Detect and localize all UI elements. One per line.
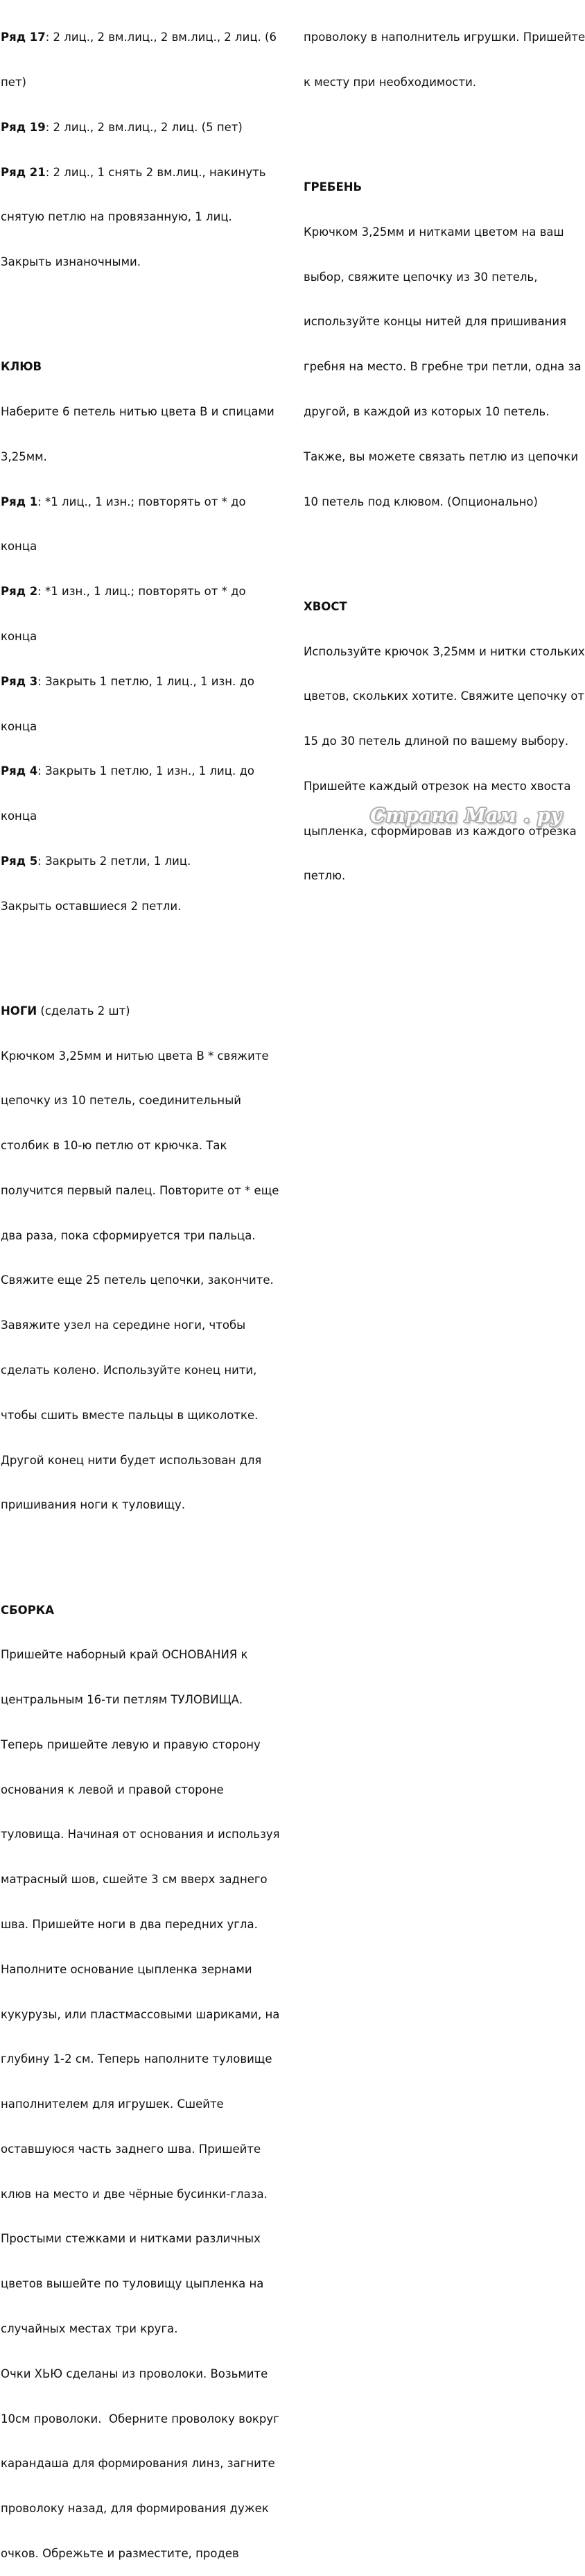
text-line: цветов вышейте по туловищу цыпленка на [1, 2277, 264, 2291]
text-line: основания к левой и правой стороне [1, 1783, 224, 1796]
text-line: Закрыть изнаночными. [1, 255, 141, 269]
section-heading-comb: ГРЕБЕНЬ [304, 180, 363, 194]
beak-row-5: Ряд 5: Закрыть 2 петли, 1 лиц. [1, 854, 191, 868]
row-label: Ряд 21 [1, 165, 46, 179]
text-line: матрасный шов, сшейте 3 см вверх заднего [1, 1873, 268, 1887]
beak-row-3: Ряд 3: Закрыть 1 петлю, 1 лиц., 1 изн. до [1, 674, 255, 688]
text-line: петлю. [304, 869, 346, 883]
text-line: гребня на место. В гребне три петли, одна за [304, 360, 582, 374]
text-line: центральным 16-ти петлям ТУЛОВИЩА. [1, 1693, 243, 1707]
row-17-line: Ряд 17: 2 лиц., 2 вм.лиц., 2 вм.лиц., 2 лиц. (6 [1, 31, 277, 44]
text-line: цепочку из 10 петель, соединительный [1, 1094, 241, 1108]
beak-row-4: Ряд 4: Закрыть 1 петлю, 1 изн., 1 лиц. до [1, 764, 255, 778]
text-line: конца [1, 809, 37, 823]
text-line: очков. Обрежьте и разместите, продев [1, 2546, 239, 2560]
row-label: Ряд 17 [1, 31, 46, 44]
text-line: Пришейте наборный край ОСНОВАНИЯ к [1, 1648, 248, 1662]
text-line: Очки ХЬЮ сделаны из проволоки. Возьмите [1, 2367, 268, 2380]
text-line: конца [1, 540, 37, 553]
text-line: конца [1, 719, 37, 733]
text-line: используйте концы нитей для пришивания [304, 315, 567, 329]
text-line: Свяжите еще 25 петель цепочки, закончите. [1, 1273, 274, 1287]
text-line: 10 петель под клювом. (Опционально) [304, 495, 538, 508]
text-line: Пришейте каждый отрезок на место хвоста [304, 779, 571, 793]
text-line: снятую петлю на провязанную, 1 лиц. [1, 210, 232, 224]
text-line: кукурузы, или пластмассовыми шариками, на [1, 2007, 280, 2021]
text-line: Закрыть оставшиеся 2 петли. [1, 899, 182, 913]
left-column [1, 0, 278, 2576]
text-line: карандаша для формирования линз, загните [1, 2457, 275, 2471]
text-line: конца [1, 629, 37, 643]
section-heading-tail: ХВОСТ [304, 599, 347, 613]
text-line: проволоку назад, для формирования дужек [1, 2502, 269, 2516]
text-line: проволоку в наполнитель игрушки. Пришейте [304, 31, 585, 44]
text-line: сделать колено. Используйте конец нити, [1, 1364, 257, 1377]
text-line: пет) [1, 75, 26, 89]
text-line: Крючком 3,25мм и нитками цветом на ваш [304, 225, 564, 239]
row-19-line: Ряд 19: 2 лиц., 2 вм.лиц., 2 лиц. (5 пет) [1, 120, 243, 134]
row-label: Ряд 19 [1, 120, 46, 134]
text-line: пришивания ноги к туловищу. [1, 1498, 186, 1512]
text-line: другой, в каждой из которых 10 петель. [304, 405, 550, 419]
text-line: чтобы сшить вместе пальцы в щиколотке. [1, 1408, 259, 1422]
text-line: получится первый палец. Повторите от * еще [1, 1183, 279, 1197]
section-heading-legs: НОГИ (сделать 2 шт) [1, 1004, 130, 1017]
text-line: 10см проволоки. Оберните проволоку вокруг [1, 2412, 279, 2425]
text-line: 3,25мм. [1, 449, 47, 463]
beak-row-1: Ряд 1: *1 лиц., 1 изн.; повторять от * до [1, 495, 246, 508]
text-line: к месту при необходимости. [304, 75, 477, 89]
text-line: столбик в 10-ю петлю от крючка. Так [1, 1139, 227, 1153]
text-line: Используйте крючок 3,25мм и нитки стольких [304, 644, 585, 658]
text-line: выбор, свяжите цепочку из 30 петель, [304, 270, 538, 284]
text-line: оставшуюся часть заднего шва. Пришейте [1, 2142, 261, 2156]
section-heading-beak: КЛЮВ [1, 360, 42, 374]
text-line: Другой конец нити будет использован для [1, 1453, 262, 1467]
text-line: Наберите 6 петель нитью цвета В и спицами [1, 405, 274, 419]
right-column [304, 0, 585, 899]
text-line: 15 до 30 петель длиной по вашему выбору. [304, 735, 569, 748]
watermark-logo: Страна Мам . ру [370, 805, 562, 827]
text-line: цветов, скольких хотите. Свяжите цепочку от [304, 689, 585, 703]
text-line: шва. Пришейте ноги в два передних угла. [1, 1918, 258, 1931]
text-line: глубину 1-2 см. Теперь наполните туловище [1, 2052, 272, 2066]
text-line: случайных местах три круга. [1, 2322, 178, 2336]
text-line: клюв на место и две чёрные бусинки-глаза. [1, 2187, 268, 2201]
beak-row-2: Ряд 2: *1 изн., 1 лиц.; повторять от * до [1, 585, 246, 599]
text-line: Также, вы можете связать петлю из цепочки [304, 449, 579, 463]
text-line: два раза, пока сформируется три пальца. [1, 1228, 256, 1242]
text-line: Завяжите узел на середине ноги, чтобы [1, 1319, 246, 1332]
text-line: Крючком 3,25мм и нитью цвета В * свяжите [1, 1049, 269, 1063]
text-line: Теперь пришейте левую и правую сторону [1, 1737, 261, 1751]
text-line: туловища. Начиная от основания и используя [1, 1828, 280, 1841]
row-21-line: Ряд 21: 2 лиц., 1 снять 2 вм.лиц., накинуть [1, 165, 266, 179]
text-line: наполнителем для игрушек. Сшейте [1, 2097, 224, 2111]
text-line: Простыми стежками и нитками различных [1, 2232, 261, 2246]
text-line: цыпленка, сформировав из каждого отрезка [304, 824, 577, 838]
text-line: Наполните основание цыпленка зернами [1, 1962, 252, 1976]
section-heading-assembly: СБОРКА [1, 1603, 55, 1617]
